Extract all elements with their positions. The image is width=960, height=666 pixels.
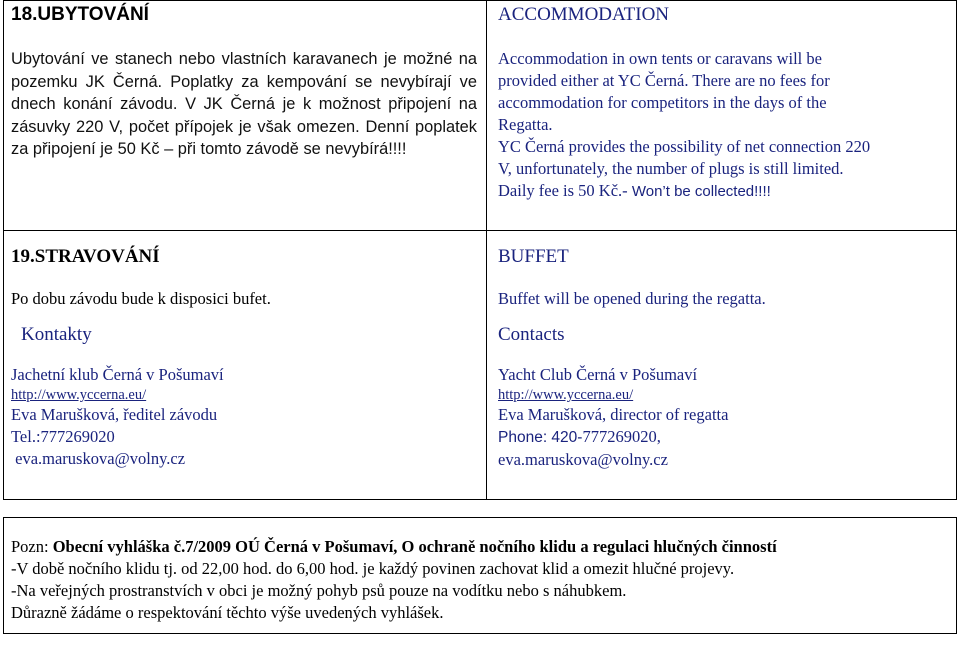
phone-number: Tel.:777269020: [11, 427, 115, 446]
club-url[interactable]: [11, 386, 477, 404]
accommodation-heading: ACCOMMODATION: [498, 4, 670, 25]
accommodation-line: provided either at YC Černá. There are no fees for: [498, 71, 830, 90]
not-collected-text: Won’t be collected!!!!: [627, 183, 771, 200]
email-address: eva.maruskova@volny.cz: [498, 450, 668, 469]
director-name: Eva Marušková, ředitel závodu: [11, 405, 218, 424]
stravovani-cell: [11, 246, 477, 496]
club-url-link[interactable]: http://www.yccerna.eu/: [498, 387, 634, 403]
stravovani-heading: 19.STRAVOVÁNÍ: [11, 246, 160, 267]
notice-line: Důrazně žádáme o respektování těchto výše uvedených vyhlášek.: [11, 603, 444, 622]
kontakty-block: [11, 364, 477, 470]
accommodation-line: YC Černá provides the possibility of net connection 220: [498, 137, 871, 156]
club-name: Jachetní klub Černá v Pošumaví: [11, 365, 224, 384]
buffet-text: Buffet will be opened during the regatta.: [498, 289, 766, 308]
buffet-heading: BUFFET: [498, 246, 569, 267]
accommodation-line: Regatta.: [498, 115, 553, 134]
notice-title-line: [11, 536, 951, 558]
phone-number: [498, 426, 948, 449]
accommodation-line: V, unfortunately, the number of plugs is still limited.: [498, 159, 844, 178]
buffet-cell: [498, 246, 948, 496]
notice-line: -V době nočního klidu tj. od 22,00 hod. do 6,00 hod. je každý povinen zachovat klid a omezit hlučné projevy.: [11, 559, 735, 578]
phone-value: 777269020,: [582, 427, 661, 446]
phone-label: Phone: 420-: [498, 429, 583, 446]
stravovani-text: Po dobu závodu bude k disposici bufet.: [11, 289, 271, 308]
accommodation-last-line: [498, 180, 948, 203]
ubytovani-text: Ubytování ve stanech nebo vlastních karavanech je možné na pozemku JK Černá. Poplatky za kempování se nevybírají ve dnech konání závodu. V JK Černá je k možnost připojení na zásuvky 220 V, počet přípojek je však omezen. Denní poplatek za připojení je 50 Kč – při tomto závodě se nevybírá!!!!: [11, 50, 477, 158]
notice-bold-title: Obecní vyhláška č.7/2009 OÚ Černá v Pošumaví, O ochraně nočního klidu a regulaci hlučných činností: [52, 537, 777, 556]
club-url[interactable]: [498, 386, 948, 404]
director-name: Eva Marušková, director of regatta: [498, 405, 729, 424]
notice-prefix: Pozn:: [11, 537, 53, 556]
notice-line: -Na veřejných prostranstvích v obci je možný pohyb psů pouze na vodítku nebo s náhubkem.: [11, 581, 627, 600]
table-column-divider: [486, 0, 487, 500]
accommodation-text: [498, 48, 948, 203]
kontakty-heading: Kontakty: [21, 324, 92, 345]
table-row-divider: [3, 230, 957, 231]
club-name: Yacht Club Černá v Pošumaví: [498, 365, 698, 384]
ubytovani-cell: [11, 4, 477, 226]
club-url-link[interactable]: http://www.yccerna.eu/: [11, 387, 147, 403]
daily-fee-text: Daily fee is 50 Kč.-: [498, 181, 628, 200]
contacts-heading: Contacts: [498, 324, 565, 345]
accommodation-cell: [498, 4, 948, 226]
accommodation-line: accommodation for competitors in the days of the: [498, 93, 827, 112]
contacts-block: [498, 364, 948, 471]
notice-content: [11, 536, 951, 630]
email-address: eva.maruskova@volny.cz: [11, 449, 186, 468]
ubytovani-heading: 18.UBYTOVÁNÍ: [11, 4, 149, 25]
accommodation-line: Accommodation in own tents or caravans will be: [498, 49, 822, 68]
